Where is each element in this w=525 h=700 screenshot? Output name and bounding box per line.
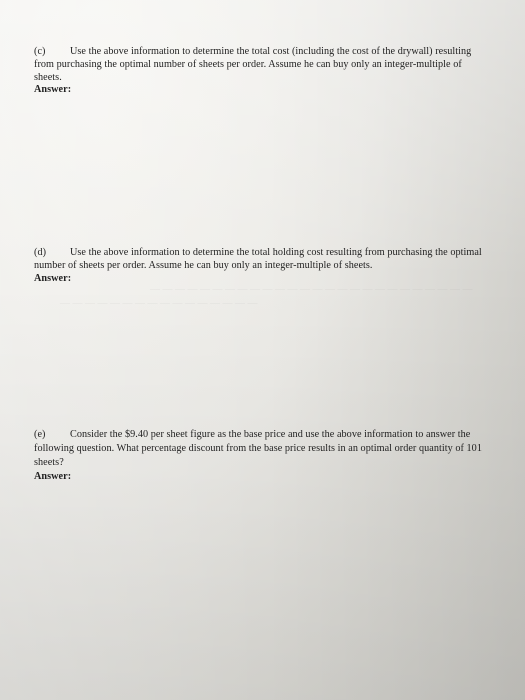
question-c-answer-label: Answer: bbox=[34, 84, 72, 96]
question-e-answer-label: Answer: bbox=[34, 470, 72, 482]
question-c bbox=[34, 46, 492, 97]
question-e-body: Consider the $9.40 per sheet figure as the base price and use the above information to answer the following question. What percentage discount from the base price results in an optimal order quantity of 101 sheets? bbox=[34, 429, 482, 469]
question-d-answer-label: Answer: bbox=[34, 272, 72, 284]
question-d-letter: (d) bbox=[34, 247, 47, 258]
show-through-line-1: — — — — — — — — — — — — — — — — — — — — — — — — — — bbox=[150, 284, 473, 295]
question-e-text-block bbox=[34, 428, 482, 471]
question-c-text-block bbox=[34, 46, 492, 84]
question-d-body: Use the above information to determine the total holding cost resulting from purchasing the optimal number of sheets per order. Assume he can buy only an integer-multiple of sheets. bbox=[34, 247, 482, 271]
question-e bbox=[34, 428, 482, 483]
question-e-letter: (e) bbox=[34, 429, 46, 440]
show-through-line-2: — — — — — — — — — — — — — — — — bbox=[60, 298, 258, 309]
question-c-letter: (c) bbox=[34, 46, 46, 57]
question-d bbox=[34, 247, 492, 285]
question-d-text-block bbox=[34, 247, 492, 273]
question-c-body: Use the above information to determine the total cost (including the cost of the drywall) resulting from purchasing the optimal number of sheets per order. Assume he can buy only an integer-multiple of sheets. bbox=[34, 46, 472, 83]
